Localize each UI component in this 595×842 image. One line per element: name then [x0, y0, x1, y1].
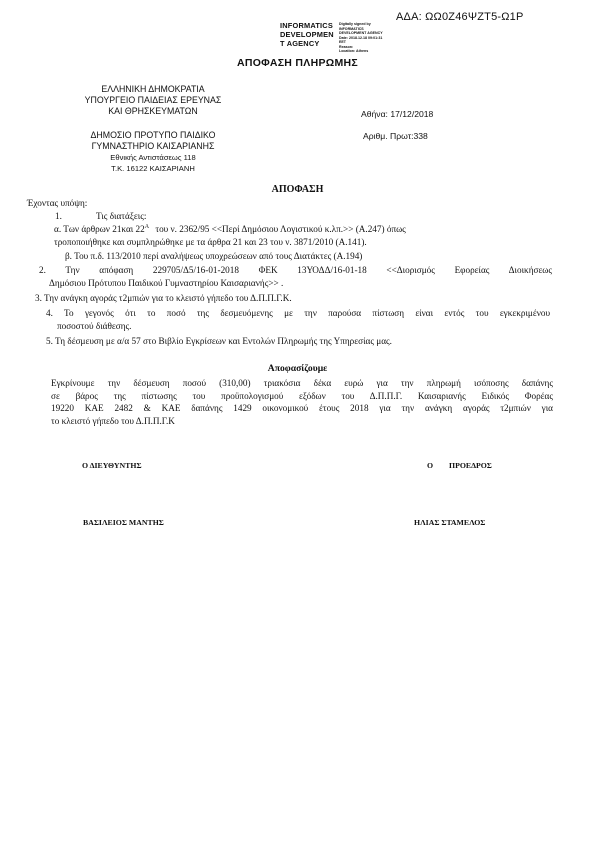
issuer-line: ΚΑΙ ΘΡΗΣΚΕΥΜΑΤΩΝ: [108, 106, 198, 116]
signature-detail-line: Reason:: [339, 44, 354, 49]
digital-signature-details: [339, 22, 383, 54]
director-name: ΒΑΣΙΛΕΙΟΣ ΜΑΝΤΗΣ: [83, 518, 164, 527]
decision-text: [51, 377, 553, 427]
item-4-line: ποσοστού διάθεσης.: [57, 320, 132, 331]
school-block: [60, 130, 246, 174]
signature-detail-line: Location: Athens: [339, 49, 369, 53]
signature-detail-line: EET: [339, 40, 346, 44]
item-4-line: 4. Το γεγονός ότι το ποσό της δεσμευόμενης με την παρούσα πίστωση είναι εντός του εγκεκριμένου: [46, 308, 550, 318]
signature-detail-line: Digitally signed by: [339, 22, 371, 26]
item-1a-middle: του ν. 2362/95 <<Περί Δημόσιου Λογιστικού κ.λπ.>> (Α.247): [155, 224, 385, 235]
address-line: Τ.Κ. 16122 ΚΑΙΣΑΡΙΑΝΗ: [111, 164, 195, 173]
item-4: [46, 307, 550, 332]
logo-line: DEVELOPMEN: [280, 30, 334, 39]
protocol-number: Αριθμ. Πρωτ:338: [363, 131, 428, 141]
director-title: Ο ΔΙΕΥΘΥΝΤΗΣ: [82, 461, 142, 470]
logo-line: INFORMATICS: [280, 21, 333, 30]
item-1a-superscript: Α: [144, 224, 150, 230]
decide-heading: Αποφασίζουμε: [267, 363, 328, 374]
decision-heading: ΑΠΟΦΑΣΗ: [271, 184, 324, 195]
item-1b: β. Του π.δ. 113/2010 περί αναλήψεως υποχρεώσεων από τους Διατάκτες (Α.194): [65, 251, 363, 261]
item-5: 5. Τη δέσμευση με α/α 57 στο Βιβλίο Εγκρίσεων και Εντολών Πληρωμής της Υπηρεσίας μας.: [46, 336, 392, 346]
president-title: ΠΡΟΕΔΡΟΣ: [449, 461, 492, 470]
item-1a-continuation: τροποποιήθηκε και συμπληρώθηκε με τα άρθρα 21 και 23 του ν. 3871/2010 (Α.141).: [54, 237, 367, 247]
issuer-line: ΥΠΟΥΡΓΕΙΟ ΠΑΙΔΕΙΑΣ ΕΡΕΥΝΑΣ: [84, 95, 222, 105]
decision-line: 19220 ΚΑΕ 2482 & ΚΑΕ δαπάνης 1429 οικονομικού έτους 2018 για την ανάγκη αγοράς τ2μπιών για: [51, 403, 553, 413]
issuer-block: [60, 84, 246, 117]
decision-line: Εγκρίνουμε την δέσμευση ποσού (310,00) τριακόσια δέκα ευρώ για την πληρωμή ισόποσης δαπάνης: [51, 378, 553, 388]
document-title: ΑΠΟΦΑΣΗ ΠΛΗΡΩΜΗΣ: [236, 57, 359, 69]
address-line: Εθνικής Αντιστάσεως 118: [110, 153, 196, 162]
president-article: Ο: [427, 461, 434, 470]
decision-line: το κλειστό γήπεδο του Δ.Π.Π.Γ.Κ: [51, 415, 175, 426]
item-1a-start: α. Των άρθρων 21και 22: [54, 224, 145, 235]
document-date: Αθήνα: 17/12/2018: [361, 109, 434, 119]
item-1a-end: όπως: [386, 224, 406, 235]
item-1a-line: [54, 224, 554, 234]
item-2-line: 2. Την απόφαση 229705/Δ5/16-01-2018 ΦΕΚ 13ΥΟΔΔ/16-01-18 <<Διορισμός Εφορείας Διοικήσεως: [39, 265, 552, 275]
signature-detail-line: INFORMATICS: [339, 26, 364, 31]
item-2: [39, 264, 552, 289]
considering-label: Έχοντας υπόψη:: [27, 198, 88, 208]
school-line: ΔΗΜΟΣΙΟ ΠΡΟΤΥΠΟ ΠΑΙΔΙΚΟ: [90, 130, 216, 140]
school-line: ΓΥΜΝΑΣΤΗΡΙΟ ΚΑΙΣΑΡΙΑΝΗΣ: [91, 141, 215, 151]
item-label: Τις διατάξεις:: [96, 211, 147, 221]
item-2-line: Δημόσιου Πρότυπου Παιδικού Γυμναστηρίου Καισαριανής>> .: [49, 277, 284, 288]
item-3: 3. Την ανάγκη αγοράς τ2μπιών για το κλειστό γήπεδο του Δ.Π.Π.Γ.Κ.: [35, 293, 292, 303]
signature-logo-text: [280, 21, 334, 48]
president-name: ΗΛΙΑΣ ΣΤΑΜΕΛΟΣ: [414, 518, 486, 527]
signature-detail-line: DEVELOPMENT AGENCY: [339, 31, 383, 35]
signature-detail-line: Date: 2018.12.18 09:01:31: [339, 35, 383, 40]
logo-line: T AGENCY: [280, 39, 320, 48]
item-number: 1.: [55, 211, 62, 221]
issuer-line: ΕΛΛΗΝΙΚΗ ΔΗΜΟΚΡΑΤΙΑ: [101, 84, 205, 94]
ada-code: ΑΔΑ: ΩΩ0Ζ46ΨΖΤ5-Ω1Ρ: [396, 11, 524, 23]
decision-line: σε βάρος της πίστωσης του προϋπολογισμού εξόδων του Δ.Π.Π.Γ. Καισαριανής Ειδικός Φορέας: [51, 390, 553, 401]
